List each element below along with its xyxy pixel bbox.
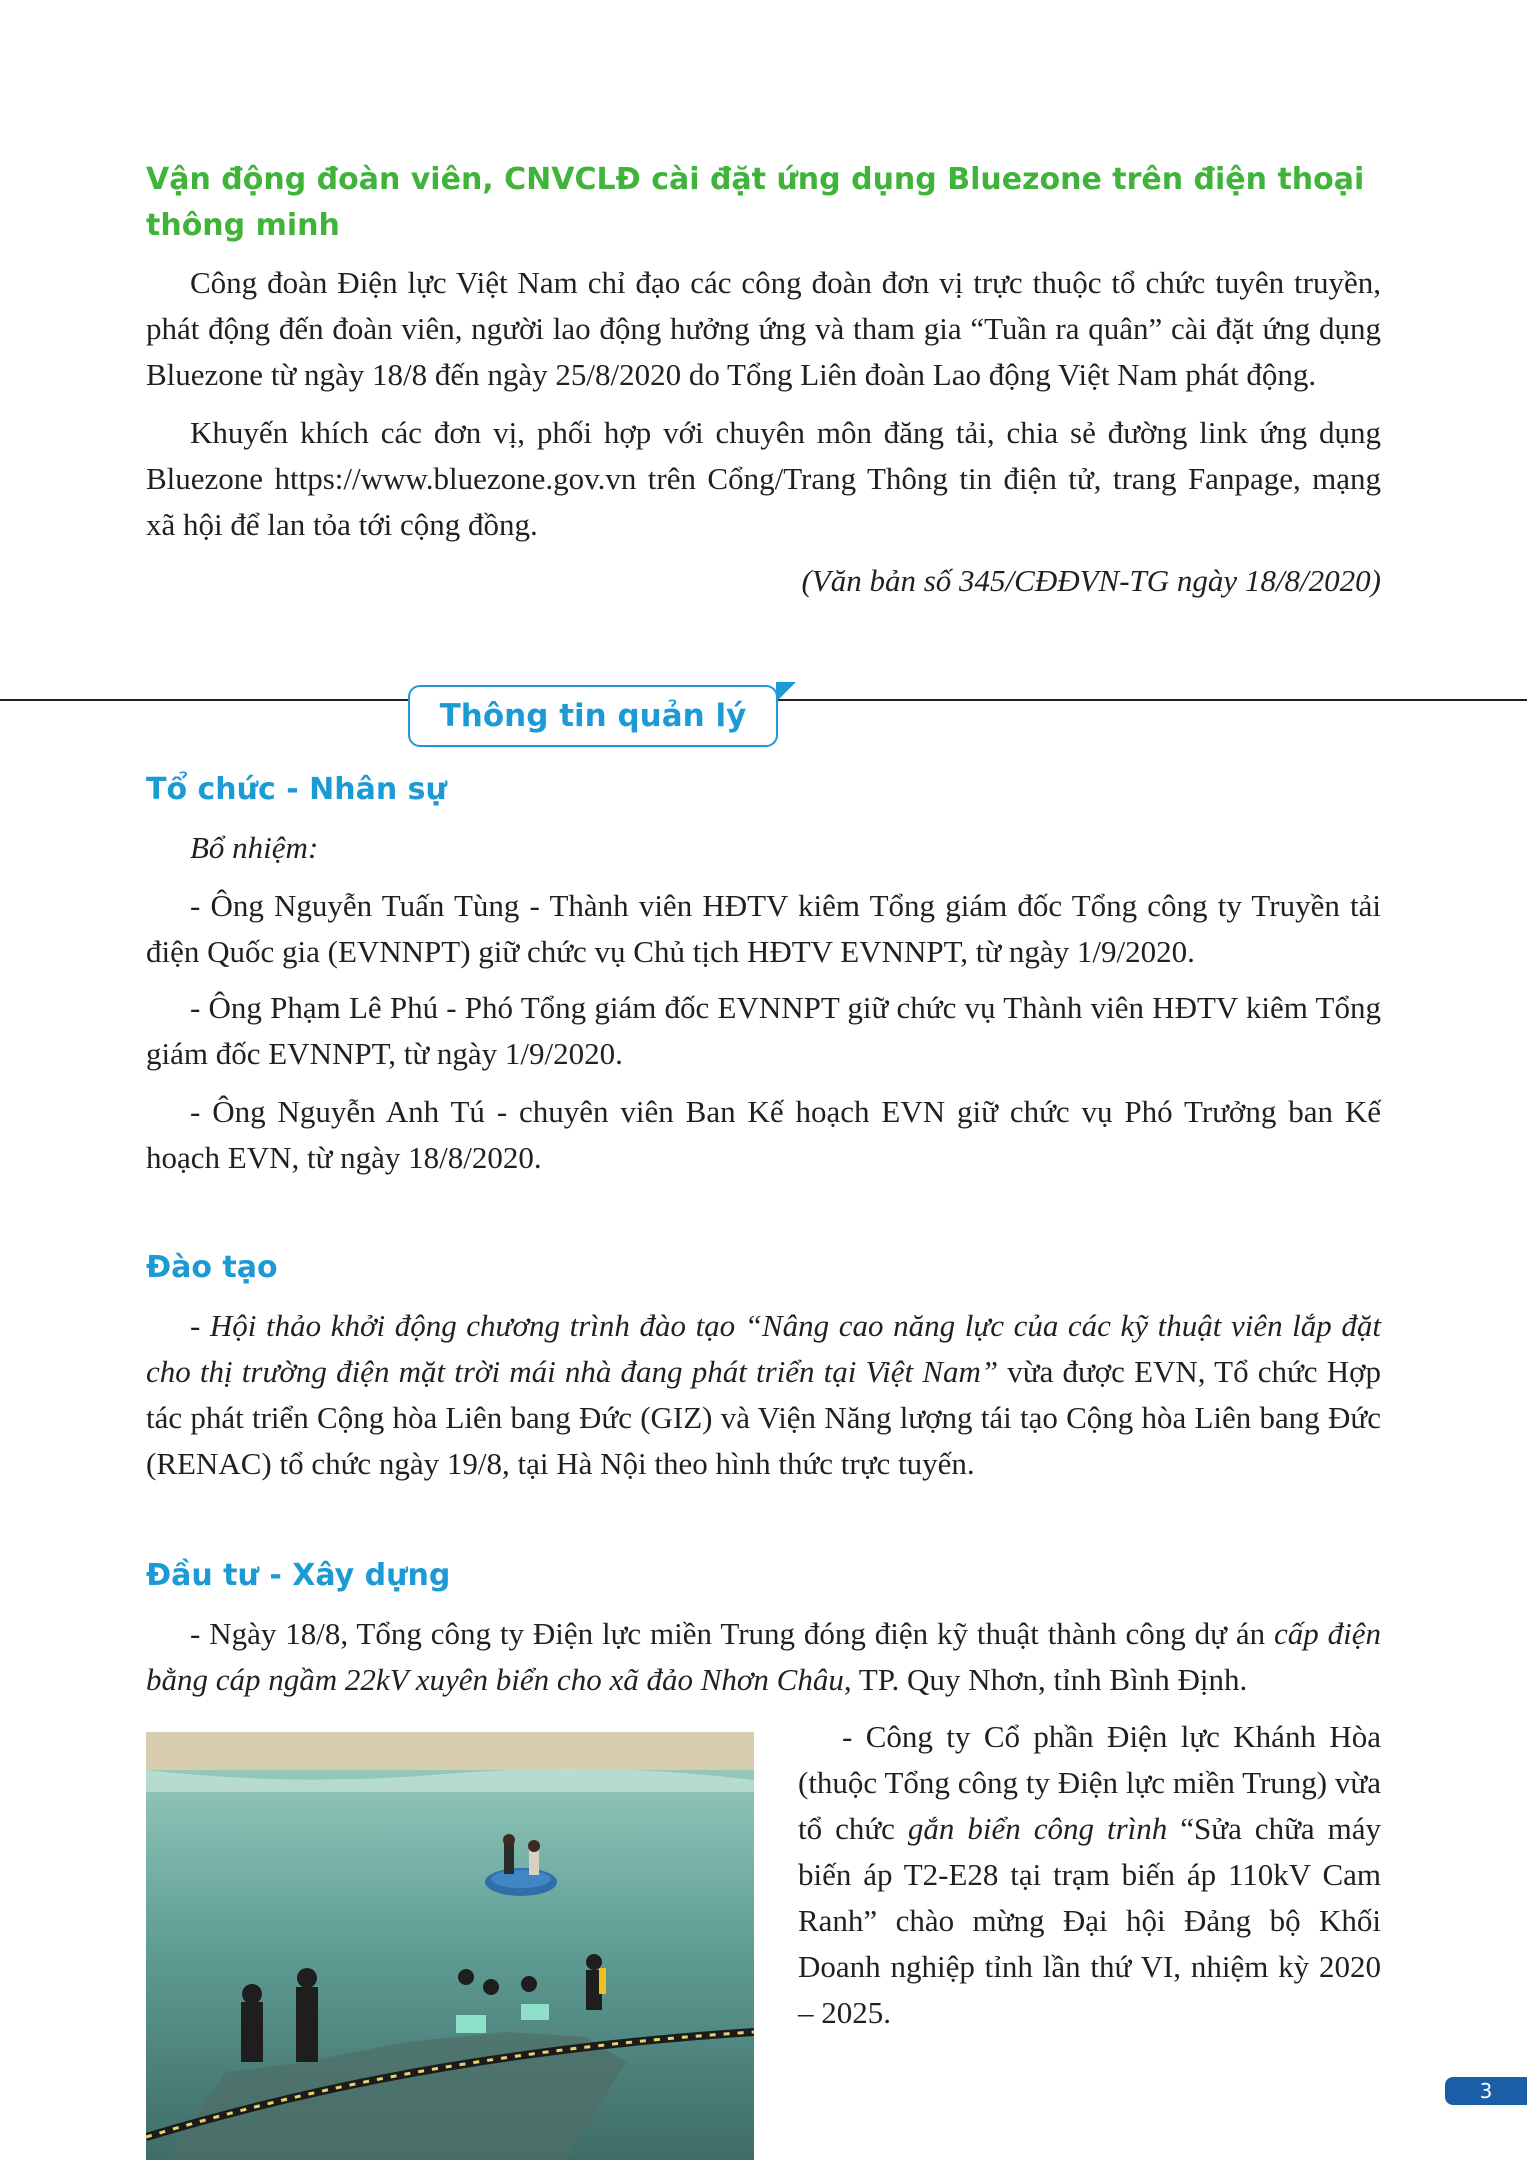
page-number: 3 — [1445, 2077, 1527, 2105]
paragraph: Khuyến khích các đơn vị, phối hợp với chuyên môn đăng tải, chia sẻ đường link ứng dụng Bluezone https://www.bluezone.gov.vn trên Cổng/Trang Thông tin điện tử, trang Fanpage, mạng xã hội để lan tỏa tới cộng đồng. — [146, 415, 1381, 542]
text: “Sửa chữa máy biến áp T2-E28 tại trạm biến áp 110kV Cam Ranh” chào mừng Đại hội Đảng bộ Khối Doanh nghiệp tỉnh lần thứ VI, nhiệm kỳ 2020 – 2025. — [798, 1811, 1381, 2030]
text: , TP. Quy Nhơn, tỉnh Bình Định. — [843, 1662, 1248, 1697]
text: - Công ty Cổ phần Điện lực Khánh Hòa (thuộc Tổng công ty Điện lực miền Trung) vừa tổ chức — [798, 1719, 1381, 1846]
italic-text: cấp điện bằng cáp ngầm 22kV xuyên biển cho xã đảo Nhơn Châu — [146, 1616, 1381, 1697]
italic-text: gắn biển công trình — [907, 1811, 1168, 1846]
list-item: - Ông Nguyễn Tuấn Tùng - Thành viên HĐTV kiêm Tổng giám đốc Tổng công ty Truyền tải điện Quốc gia (EVNNPT) giữ chức vụ Chủ tịch HĐTV EVNNPT, từ ngày 1/9/2020. — [146, 888, 1381, 969]
list-item: - Ông Nguyễn Anh Tú - chuyên viên Ban Kế hoạch EVN giữ chức vụ Phó Trưởng ban Kế hoạch EVN, từ ngày 18/8/2020. — [146, 1094, 1381, 1175]
tab-corner-decoration — [776, 682, 796, 702]
appointment-label: Bổ nhiệm: — [190, 830, 319, 865]
text: vừa được EVN, Tổ chức Hợp tác phát triển Cộng hòa Liên bang Đức (GIZ) và Viện Năng lượng tái tạo Cộng hòa Liên bang Đức (RENAC) tổ chức ngày 19/8, tại Hà Nội theo hình thức trực tuyến. — [146, 1354, 1381, 1481]
citation: (Văn bản số 345/CĐĐVN-TG ngày 18/8/2020) — [801, 563, 1381, 598]
underwater-cable-workers-photo — [146, 1732, 754, 2160]
list-item: - Ông Phạm Lê Phú - Phó Tổng giám đốc EVNNPT giữ chức vụ Thành viên HĐTV kiêm Tổng giám đốc EVNNPT, từ ngày 1/9/2020. — [146, 990, 1381, 1071]
section-heading-personnel: Tổ chức - Nhân sự — [146, 772, 447, 807]
paragraph: Công đoàn Điện lực Việt Nam chỉ đạo các công đoàn đơn vị trực thuộc tổ chức tuyên truyền, phát động đến đoàn viên, người lao động hưởng ứng và tham gia “Tuần ra quân” cài đặt ứng dụng Bluezone từ ngày 18/8 đến ngày 25/8/2020 do Tổng Liên đoàn Lao động Việt Nam phát động. — [146, 265, 1381, 392]
section-heading-investment: Đầu tư - Xây dựng — [146, 1558, 451, 1593]
section-tab-title: Thông tin quản lý — [408, 685, 778, 747]
section-heading-training: Đào tạo — [146, 1250, 278, 1285]
text: - Ngày 18/8, Tổng công ty Điện lực miền Trung đóng điện kỹ thuật thành công dự án — [190, 1616, 1274, 1651]
photo-illustration — [146, 1732, 754, 2160]
italic-text: - Hội thảo khởi động chương trình đào tạo “Nâng cao năng lực của các kỹ thuật viên lắp đặt cho thị trường điện mặt trời mái nhà đang phát triển tại Việt Nam” — [146, 1308, 1381, 1389]
paragraph — [798, 1714, 1381, 2036]
section-heading-bluezone: Vận động đoàn viên, CNVCLĐ cài đặt ứng dụng Bluezone trên điện thoại thông minh — [146, 162, 1365, 243]
paragraph — [146, 1303, 1381, 1487]
paragraph — [146, 1611, 1381, 1703]
